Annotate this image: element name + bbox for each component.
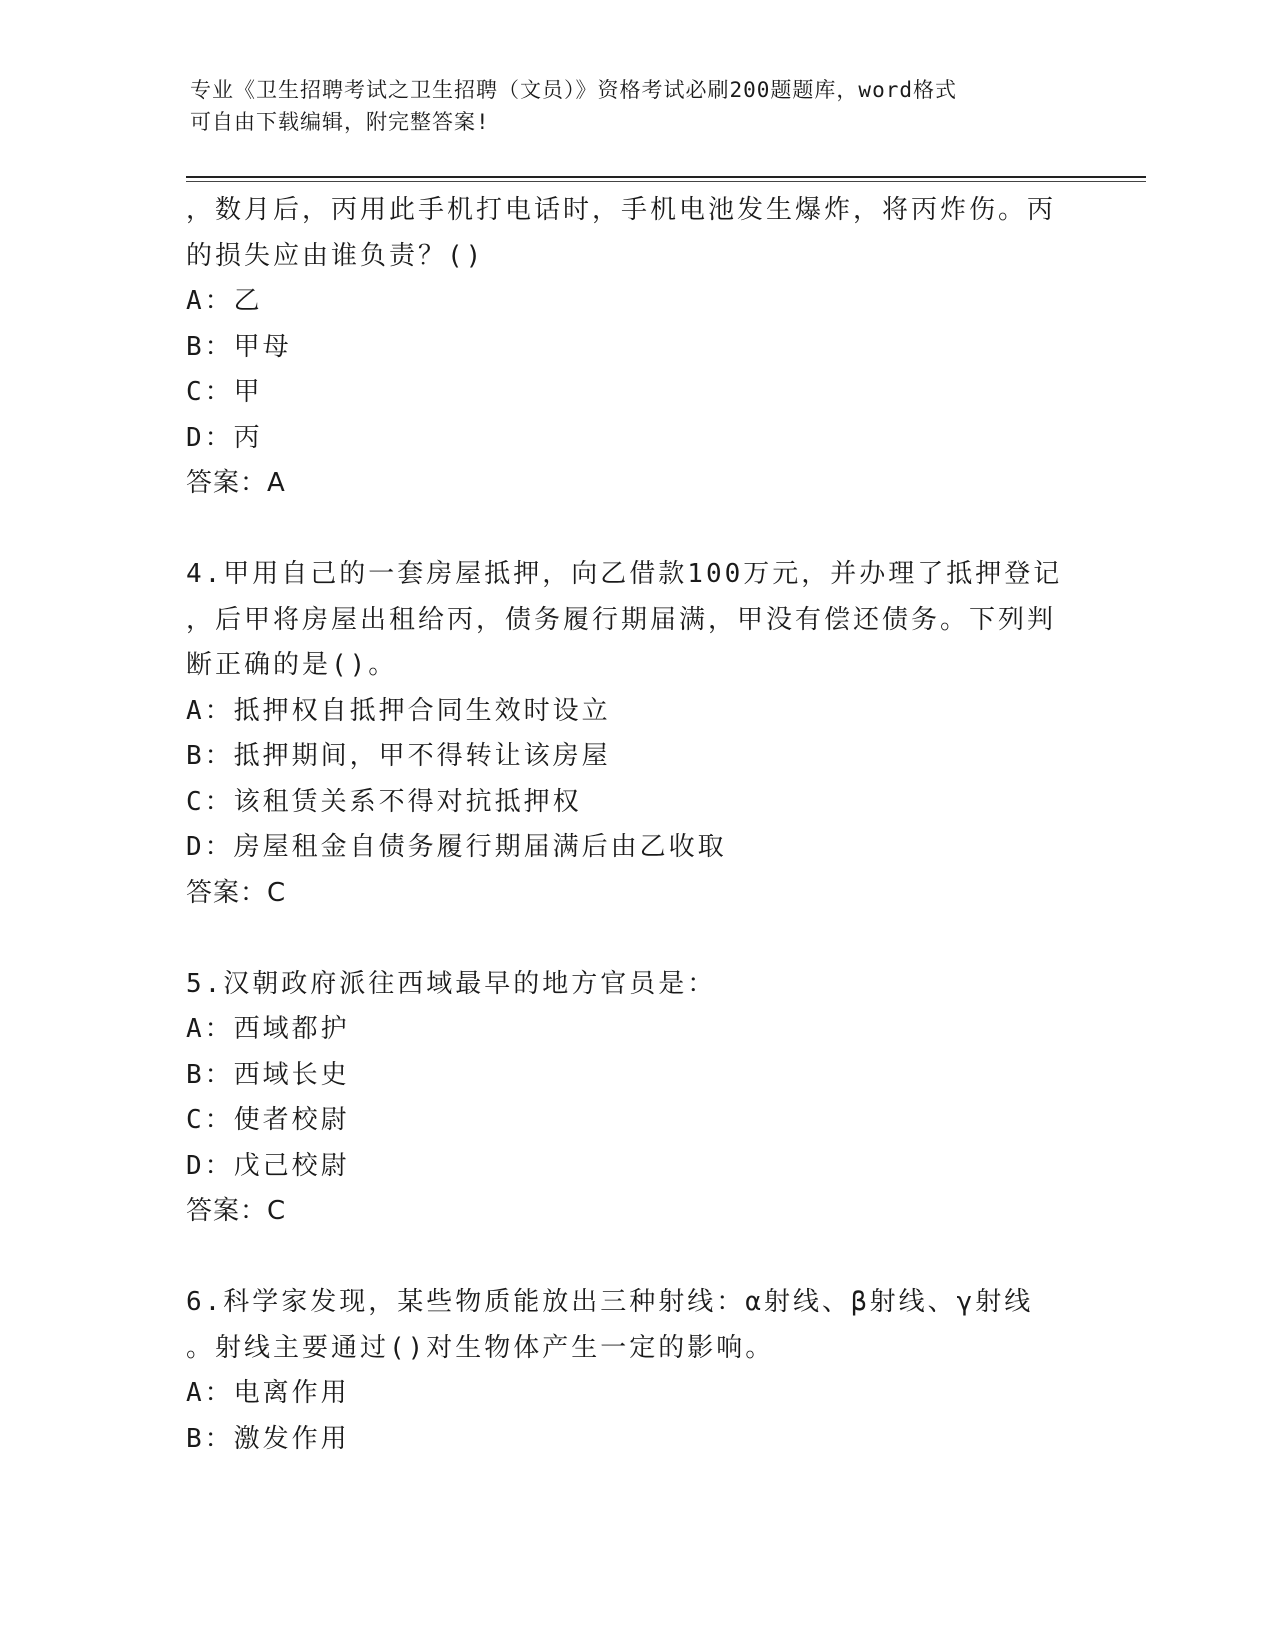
option-b: B：抵押期间，甲不得转让该房屋: [186, 741, 611, 771]
header-line-1: 专业《卫生招聘考试之卫生招聘（文员）》资格考试必刷200题题库，word格式: [190, 78, 957, 102]
question-5: [186, 962, 1086, 1235]
spacer: [186, 916, 1086, 962]
option-b: B：西域长史: [186, 1059, 350, 1090]
question-stem-line: ，后甲将房屋出租给丙，债务履行期届满，甲没有偿还债务。下列判: [186, 604, 1057, 635]
question-stem-line: ，数月后，丙用此手机打电话时，手机电池发生爆炸，将丙炸伤。丙: [186, 195, 1057, 225]
option-a: A：乙: [186, 286, 263, 316]
option-d: D：戊己校尉: [186, 1150, 350, 1181]
question-stem-line: 5.汉朝政府派往西域最早的地方官员是：: [186, 968, 717, 999]
question-stem-line: 的损失应由谁负责？(): [186, 240, 485, 271]
question-content: [186, 188, 1086, 1462]
spacer: [186, 507, 1086, 553]
option-d: D：房屋租金自债务履行期届满后由乙收取: [186, 832, 727, 862]
option-b: B：甲母: [186, 331, 292, 362]
option-a: A：西域都护: [186, 1014, 350, 1044]
question-stem-line: 断正确的是()。: [186, 650, 398, 680]
header-rule-thick: [186, 176, 1146, 178]
question-4: [186, 552, 1086, 916]
question-stem-line: 6.科学家发现，某些物质能放出三种射线：α射线、β射线、γ射线: [186, 1287, 1034, 1317]
header-line-2: 可自由下载编辑，附完整答案!: [190, 110, 490, 134]
option-b: B：激发作用: [186, 1423, 350, 1454]
option-c: C：该租赁关系不得对抗抵押权: [186, 786, 582, 817]
spacer: [186, 1235, 1086, 1281]
option-a: A：电离作用: [186, 1378, 350, 1408]
option-d: D：丙: [186, 422, 263, 453]
question-stem-line: 。射线主要通过()对生物体产生一定的影响。: [186, 1332, 775, 1363]
answer-line: 答案：A: [186, 468, 286, 498]
answer-line: 答案：C: [186, 877, 287, 908]
document-header: [190, 74, 1090, 138]
option-c: C：使者校尉: [186, 1105, 350, 1135]
option-c: C：甲: [186, 377, 263, 407]
answer-line: 答案：C: [186, 1196, 287, 1226]
header-rule-thin: [186, 181, 1146, 182]
option-a: A：抵押权自抵押合同生效时设立: [186, 695, 611, 726]
question-stem-line: 4.甲用自己的一套房屋抵押，向乙借款100万元，并办理了抵押登记: [186, 559, 1063, 589]
question-3: [186, 188, 1086, 507]
question-6: [186, 1280, 1086, 1462]
